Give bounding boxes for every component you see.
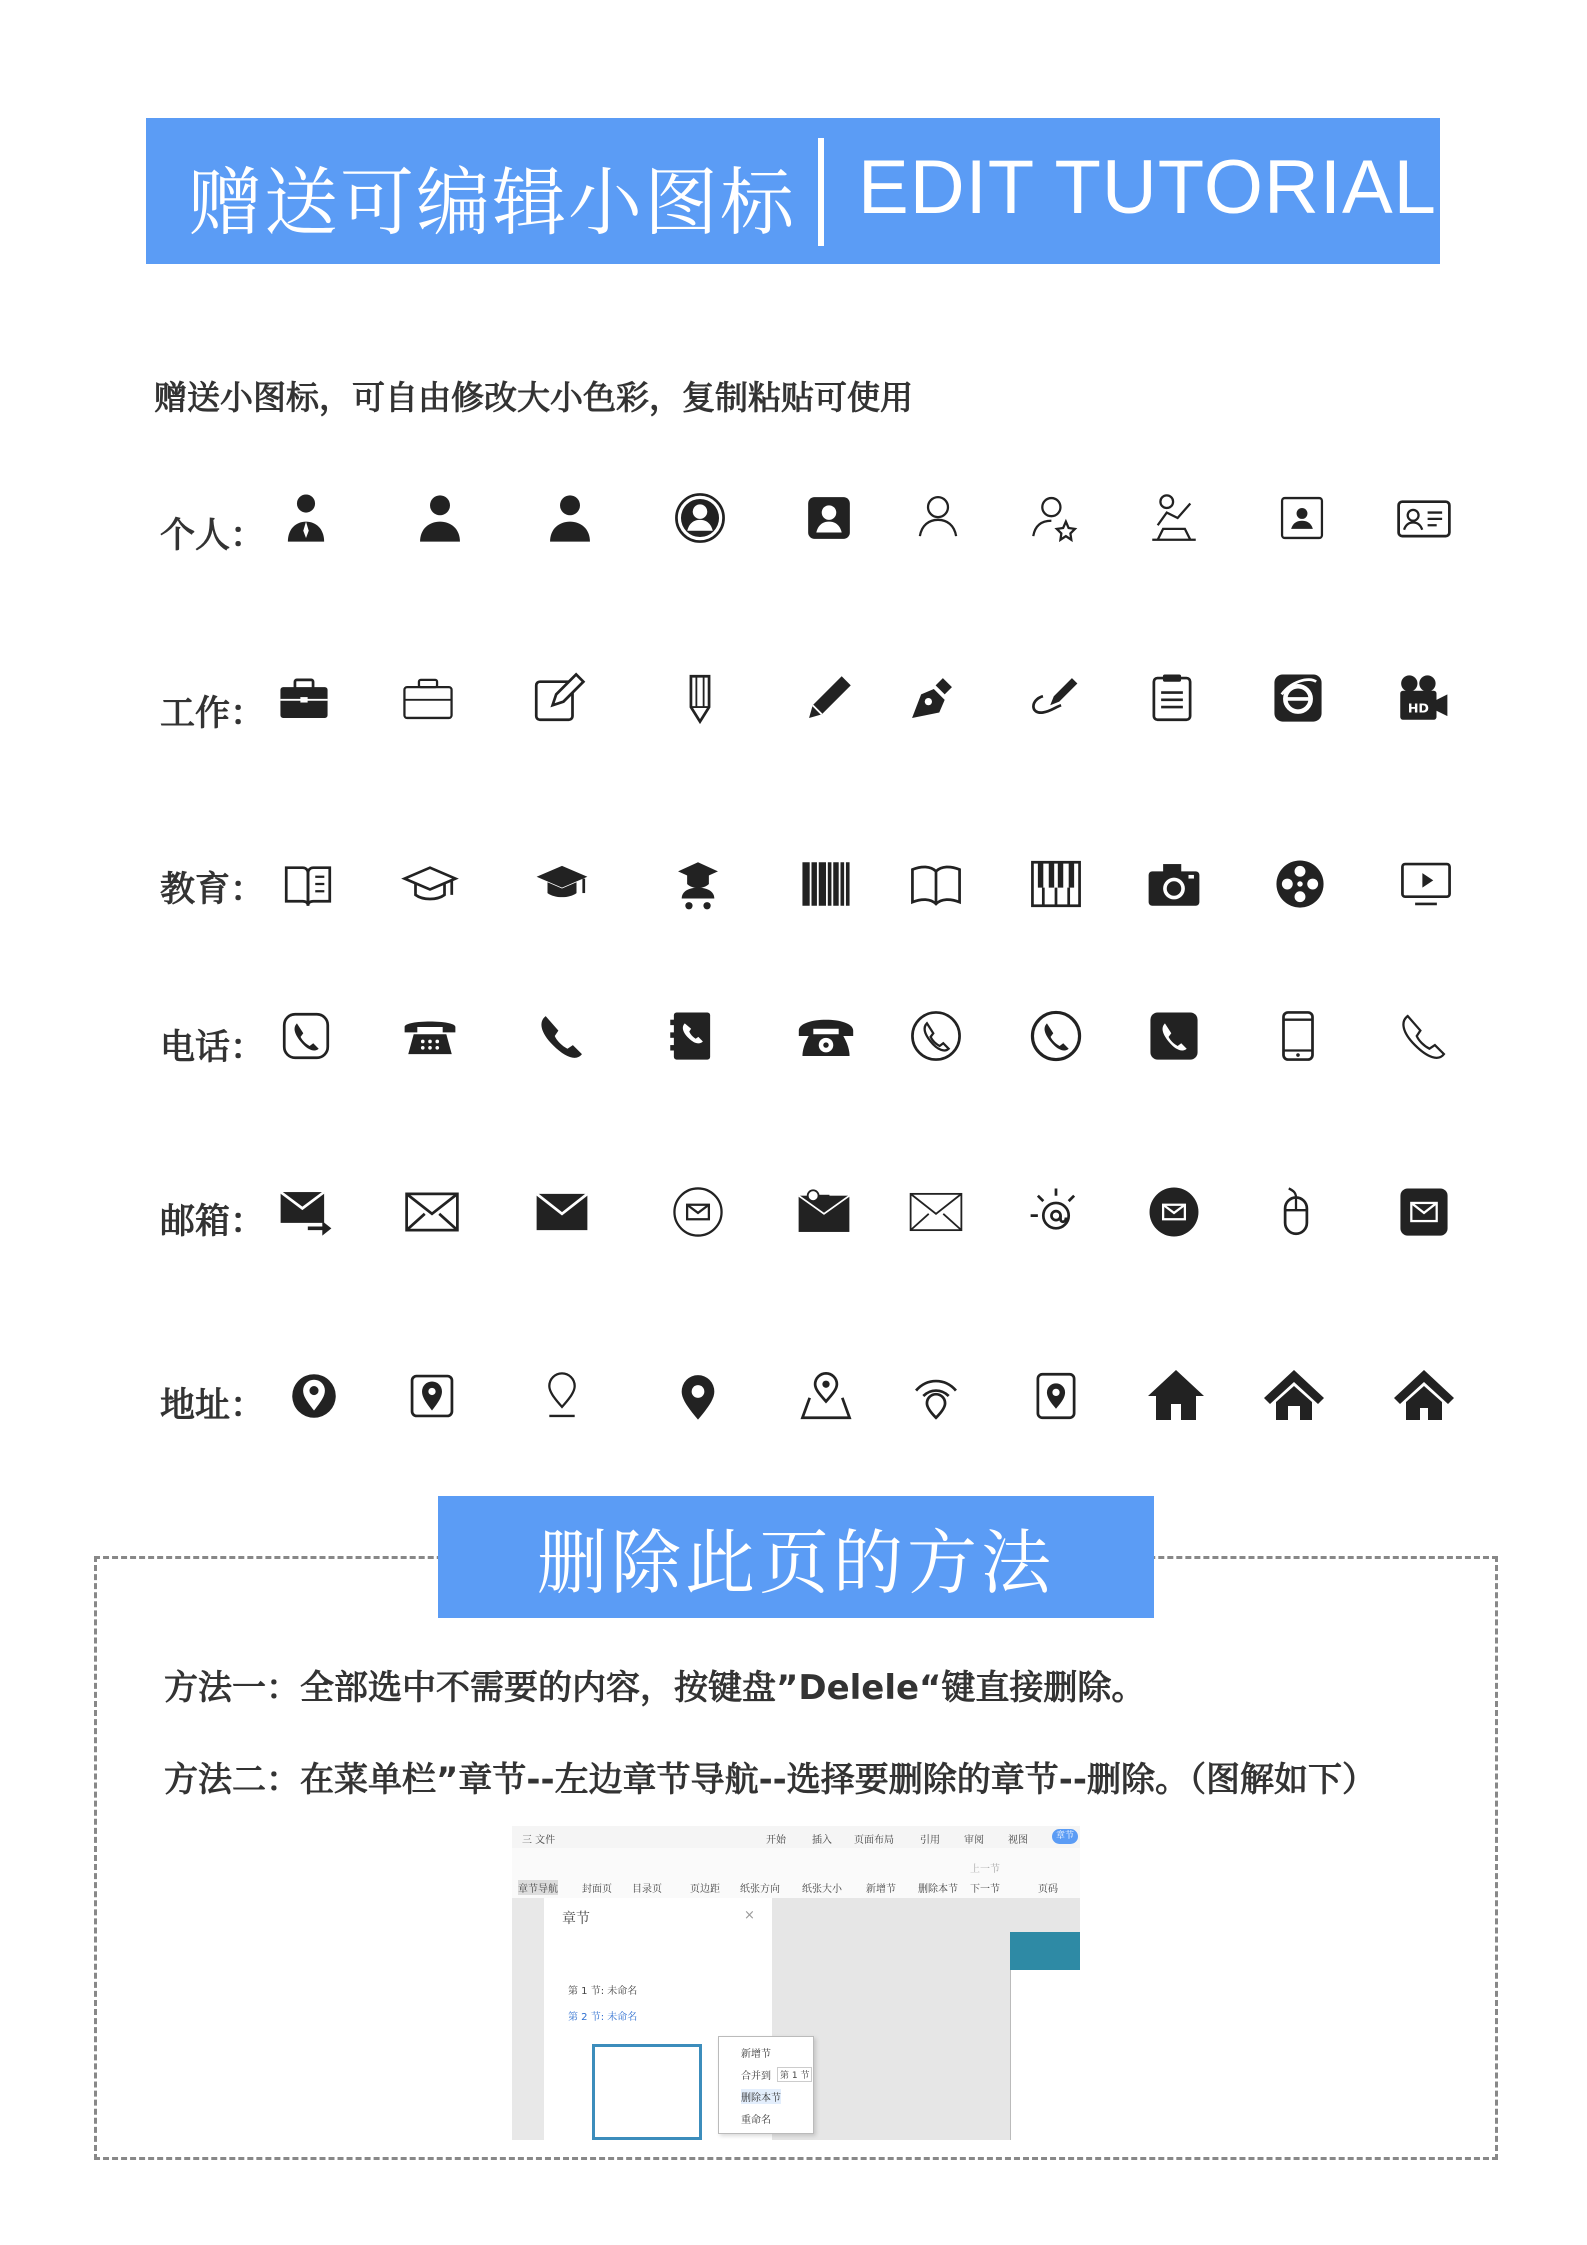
signature-icon [1020, 666, 1084, 730]
ctx-merge[interactable]: 合并到 [741, 2071, 771, 2082]
ctx-rename[interactable]: 重命名 [741, 2115, 771, 2126]
books-shelf-icon [794, 852, 858, 916]
mail-circle-icon [1142, 1180, 1206, 1244]
row-label: 工作： [160, 694, 266, 734]
user-tie-icon [274, 486, 338, 550]
prev-section-button[interactable]: 上一节 [970, 1864, 1000, 1875]
section-2-item[interactable]: 第 2 节: 未命名 [568, 2012, 638, 2023]
location-circle-icon [282, 1364, 346, 1428]
location-map-icon [794, 1364, 858, 1428]
camera-icon [1142, 852, 1206, 916]
next-section-button[interactable]: 下一节 [970, 1884, 1000, 1895]
method-title: 删除此页的方法 [537, 1521, 1055, 1604]
method-one: 方法一：全部选中不需要的内容，按键盘”Delele“键直接删除。 [164, 1668, 1146, 1708]
page-title-english: EDIT TUTORIAL [858, 145, 1437, 230]
open-book-icon [904, 852, 968, 916]
toc-button[interactable]: 目录页 [632, 1884, 662, 1895]
location-pin-icon [666, 1364, 730, 1428]
title-divider [818, 138, 824, 246]
pencil-icon [797, 666, 861, 730]
phone-square-icon [1142, 1004, 1206, 1068]
row-label: 个人： [160, 516, 266, 556]
wps-screenshot [512, 1826, 1080, 2140]
briefcase-outline-icon [396, 666, 460, 730]
grad-cap-outline-icon [398, 852, 462, 916]
add-section-button[interactable]: 新增节 [866, 1884, 896, 1895]
home-outline-icon [1392, 1364, 1456, 1428]
mail-stamp-icon [792, 1180, 856, 1244]
clipboard-icon [1140, 666, 1204, 730]
phone-circle-icon [1024, 1004, 1088, 1068]
ctx-delete-section[interactable]: 删除本节 [741, 2089, 781, 2104]
page-title: 赠送可编辑小图标 [188, 160, 796, 246]
ribbon-toolbar [512, 1848, 1080, 1899]
panel-title: 章节 [562, 1911, 590, 1927]
user-id-frame-icon [1270, 486, 1334, 550]
cover-button[interactable]: 封面页 [582, 1884, 612, 1895]
mail-square-icon [1392, 1180, 1456, 1244]
section-1-item[interactable]: 第 1 节: 未命名 [568, 1986, 638, 1997]
close-icon[interactable]: × [744, 1908, 755, 1923]
briefcase-solid-icon [272, 666, 336, 730]
mail-outline-icon [400, 1180, 464, 1244]
menu-insert[interactable]: 插入 [812, 1835, 832, 1846]
document-page-header [1010, 1932, 1080, 1970]
delete-section-button[interactable]: 删除本节 [918, 1884, 958, 1895]
location-square-icon [400, 1364, 464, 1428]
orientation-button[interactable]: 纸张方向 [740, 1884, 780, 1895]
at-sign-icon [1024, 1180, 1088, 1244]
menu-file[interactable]: 三 文件 [522, 1835, 556, 1846]
page-number-button[interactable]: 页码 [1038, 1884, 1058, 1895]
mouse-icon [1264, 1180, 1328, 1244]
mail-solid-icon [530, 1180, 594, 1244]
title-banner [146, 118, 1440, 264]
grad-cap-icon [530, 852, 594, 916]
home-solid-icon [1144, 1364, 1208, 1428]
handset-icon [530, 1004, 594, 1068]
menu-bar [512, 1826, 1080, 1849]
location-outline-icon [530, 1364, 594, 1428]
row-label: 教育： [160, 870, 266, 910]
user-presenter-icon [1142, 486, 1206, 550]
left-rail [512, 1898, 544, 2140]
film-reel-icon [1268, 852, 1332, 916]
method-banner [438, 1496, 1154, 1618]
video-screen-icon [1394, 852, 1458, 916]
chapter-nav-button[interactable]: 章节导航 [518, 1880, 558, 1895]
id-card-icon [1392, 486, 1456, 550]
user-icon [408, 486, 472, 550]
phonebook-icon [660, 1004, 724, 1068]
menu-view[interactable]: 视图 [1008, 1835, 1028, 1846]
location-frame-icon [1024, 1364, 1088, 1428]
mail-forward-icon [274, 1180, 338, 1244]
handset-outline-icon [1392, 1004, 1456, 1068]
menu-layout[interactable]: 页面布局 [854, 1835, 894, 1846]
hd-camera-icon [1390, 666, 1454, 730]
menu-start[interactable]: 开始 [766, 1835, 786, 1846]
mail-thin-icon [904, 1180, 968, 1244]
edit-icon [526, 666, 590, 730]
user-solid-icon [538, 486, 602, 550]
book-open-lines-icon [276, 852, 340, 916]
mobile-icon [1266, 1004, 1330, 1068]
menu-reference[interactable]: 引用 [920, 1835, 940, 1846]
phone-circle-outline-icon [904, 1004, 968, 1068]
home-roof-icon [1262, 1364, 1326, 1428]
context-menu [718, 2036, 814, 2134]
menu-review[interactable]: 审阅 [964, 1835, 984, 1846]
pencil-tip-icon [668, 666, 732, 730]
tab-chapter[interactable]: 章节 [1052, 1829, 1078, 1844]
page-thumbnail [592, 2044, 702, 2140]
phone-rounded-square-icon [274, 1004, 338, 1068]
row-label: 地址： [160, 1386, 266, 1426]
user-outline-icon [906, 486, 970, 550]
retro-phone-icon [794, 1004, 858, 1068]
mail-circle-outline-icon [666, 1180, 730, 1244]
desk-phone-icon [398, 1004, 462, 1068]
pen-nib-icon [900, 666, 964, 730]
subtitle: 赠送小图标，可自由修改大小色彩，复制粘贴可使用 [154, 378, 913, 417]
graduate-icon [666, 852, 730, 916]
row-label: 邮箱： [160, 1202, 266, 1242]
user-circle-icon [668, 486, 732, 550]
piano-keys-icon [1024, 852, 1088, 916]
browser-e-icon [1266, 666, 1330, 730]
margin-button[interactable]: 页边距 [690, 1884, 720, 1895]
method-two: 方法二：在菜单栏”章节--左边章节导航--选择要删除的章节--删除。（图解如下） [164, 1760, 1377, 1800]
merge-target-select[interactable]: 第 1 节 [777, 2067, 812, 2082]
location-wifi-icon [904, 1364, 968, 1428]
ctx-add-section[interactable]: 新增节 [741, 2049, 771, 2060]
user-star-icon [1023, 486, 1087, 550]
row-label: 电话： [160, 1028, 266, 1068]
paper-size-button[interactable]: 纸张大小 [802, 1884, 842, 1895]
svg-text:HD: HD [1407, 700, 1429, 716]
user-square-icon [797, 486, 861, 550]
